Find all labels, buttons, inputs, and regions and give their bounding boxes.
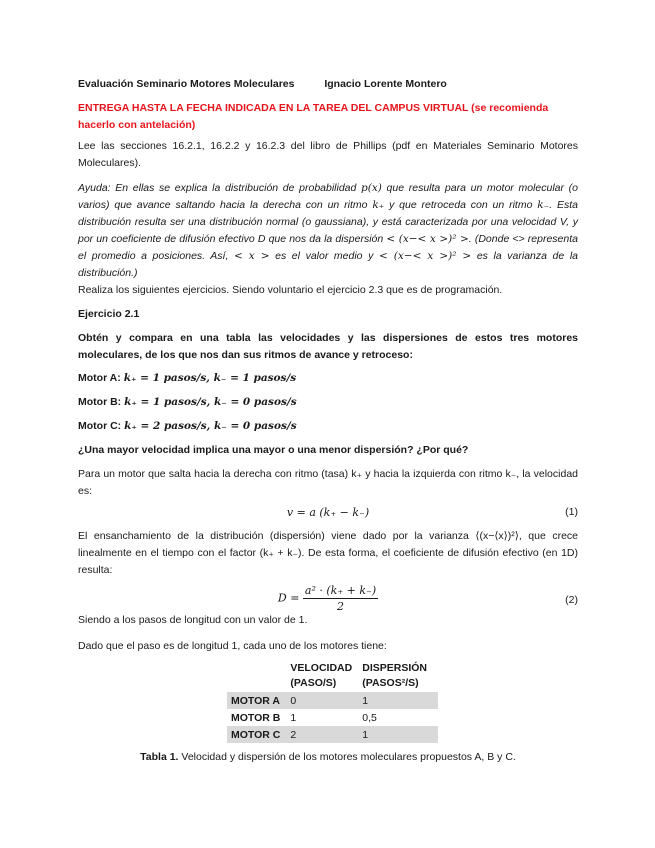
help-paragraph [78,180,578,282]
motors-table [227,660,438,743]
caption-label: Tabla 1. [140,750,179,763]
dispersion-cell: 1 [358,692,438,709]
header [78,76,578,93]
reading-assignment: Lee las secciones 16.2.1, 16.2.2 y 16.2.3 del libro de Phillips (pdf en Materiales Seminario Motores Moleculares). [78,140,578,169]
question: ¿Una mayor velocidad implica una mayor o una menor dispersión? ¿Por qué? [78,444,469,456]
motor-b-label: Motor B: [78,396,125,408]
help-math-dispersion: < (x−< x >)² > [386,233,469,245]
table-row [227,726,438,743]
help-text-1: Ayuda: En ellas se explica la distribución de probabilidad [78,182,362,194]
exercise-prompt: Obtén y compara en una tabla las velocidades y las dispersiones de estos tres motores moleculares, de los que nos dan sus ritmos de avance y retroceso: [78,332,578,361]
table-header-row [227,660,438,692]
motor-a-line [78,370,578,387]
instructions: Realiza los siguientes ejercicios. Siendo voluntario el ejercicio 2.3 que es de programación. [78,284,503,296]
spread-text: El ensanchamiento de la distribución (dispersión) viene dado por la varianza ⟨(x−⟨x⟩)²⟩, que crece linealmente en el tiempo con el factor (k₊ + k₋). De esta forma, el coeficiente de difusión efectivo (en 1D) resulta: [78,530,578,576]
help-text-7: es la varianza de la distribución.) [78,250,578,279]
diffusion-lhs: D = [277,591,300,605]
equation-2-number: (2) [565,594,578,606]
motor-a-formula: k₊ = 1 pasos/s, k₋ = 1 pasos/s [123,372,297,384]
row-label: MOTOR C [227,726,286,743]
header-velocity: VELOCIDAD (PASO/S) [290,662,353,689]
help-text-5: . (Donde <> representa el promedio a posiciones. Así, [78,233,578,262]
help-math-mean: < x > [233,250,270,262]
header-empty [227,660,286,692]
motor-c-line [78,418,578,435]
dispersion-cell: 1 [358,726,438,743]
given-text: Dado que el paso es de longitud 1, cada uno de los motores tiene: [78,640,387,652]
diffusion-numerator: a² · (k₊ + k₋) [304,584,377,597]
diffusion-fraction [303,584,378,613]
row-label: MOTOR A [227,692,286,709]
velocity-cell: 2 [286,726,358,743]
row-label: MOTOR B [231,711,281,724]
table-row [227,709,438,726]
help-math-kplus: k₊ [372,199,385,211]
motor-c-label: Motor C: [78,420,125,432]
caption-text: Velocidad y dispersión de los motores moleculares propuestos A, B y C. [178,750,516,763]
help-text-6: es el valor medio y [269,250,379,262]
equation-1-number: (1) [565,506,578,518]
motor-c-formula: k₊ = 2 pasos/s, k₋ = 0 pasos/s [124,420,297,432]
motor-b-formula: k₊ = 1 pasos/s, k₋ = 0 pasos/s [124,396,297,408]
help-math-variance: < (x−< x >)² > [378,250,472,262]
author-name: Ignacio Lorente Montero [324,78,447,90]
diffusion-denominator: 2 [337,600,345,613]
velocity-formula: v = a (k₊ − k₋) [286,506,370,519]
step-text: Siendo a los pasos de longitud con un valor de 1. [78,614,308,626]
exercise-title: Ejercicio 2.1 [78,308,140,320]
velocity-cell: 0 [286,692,358,709]
diffusion-formula [78,584,578,613]
help-math-kminus: k₋ [537,199,550,211]
motor-b-line [78,394,578,411]
deadline-notice: ENTREGA HASTA LA FECHA INDICADA EN LA TAREA DEL CAMPUS VIRTUAL (se recomienda hacerlo con antelación) [78,102,549,131]
help-text-2: que resulta para un motor molecular (o varios) que avance saltando hacia la derecha con un ritmo [78,182,578,211]
help-text-4: . Esta distribución resulta ser una distribución normal (o gaussiana), y está caracterizada por una velocidad V, y por un coeficiente de difusión efectivo D que nos da la dispersión [78,199,578,245]
table-caption [78,751,578,763]
header-dispersion: DISPERSIÓN (PASOS²/S) [362,662,427,689]
velocity-text: Para un motor que salta hacia la derecha con ritmo (tasa) k₊ y hacia la izquierda con ritmo k₋, la velocidad es: [78,468,578,497]
velocity-cell: 1 [290,711,297,724]
document-title: Evaluación Seminario Motores Moleculares [78,78,295,90]
help-math-px: p(x) [361,182,382,194]
help-text-3: y que retroceda con un ritmo [384,199,538,211]
motor-a-label: Motor A: [78,372,124,384]
table-row [227,692,438,709]
dispersion-cell: 0,5 [362,711,377,724]
